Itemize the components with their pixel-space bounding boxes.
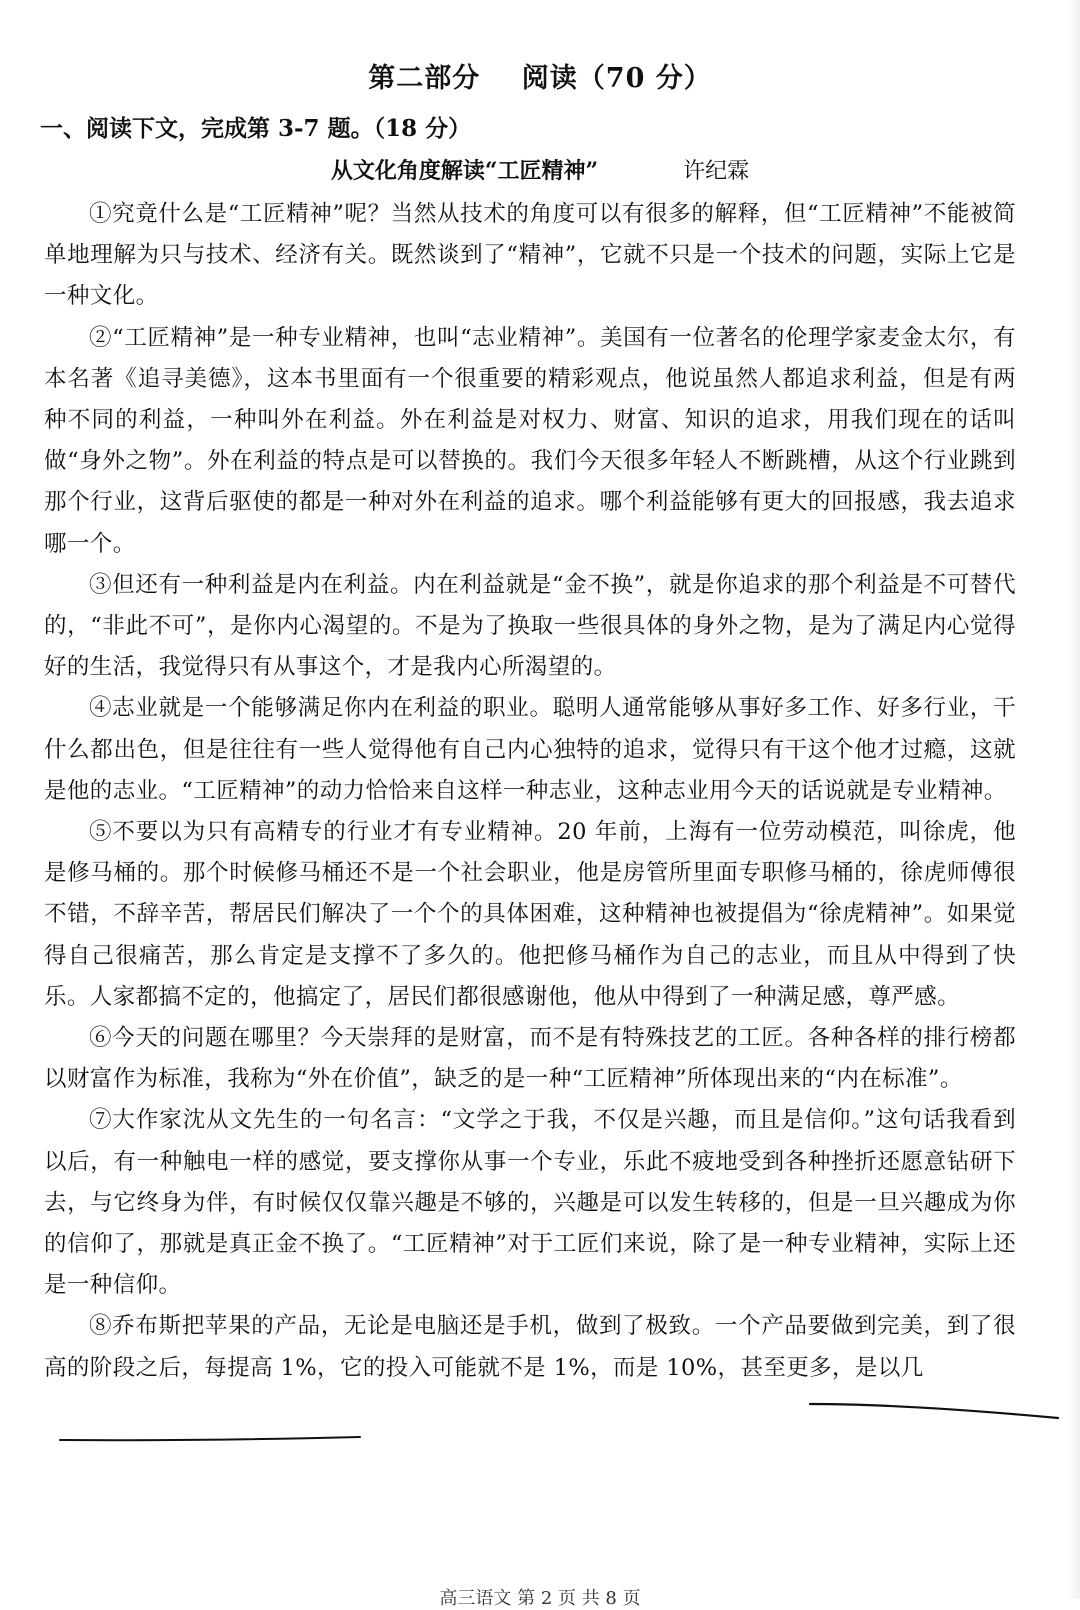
section-heading: 一、阅读下文，完成第 3-7 题。（18 分） <box>40 115 472 142</box>
page-edge-shadow <box>1066 0 1080 1599</box>
article-title-line <box>0 154 1080 185</box>
paragraph-5: ⑤不要以为只有高精专的行业才有专业精神。20 年前，上海有一位劳动模范，叫徐虎，他是修马桶的。那个时候修马桶还不是一个社会职业，他是房管所里面专职修马桶的，徐虎师傅很不错，不辞辛苦，帮居民们解决了一个个的具体困难，这种精神也被提倡为“徐虎精神”。如果觉得自己很痛苦，那么肯定是支撑不了多久的。他把修马桶作为自己的志业，而且从中得到了快乐。人家都搞不定的，他搞定了，居民们都很感谢他，他从中得到了一种满足感，尊严感。 <box>44 819 1016 1010</box>
page-footer: 高三语文 第 2 页 共 8 页 <box>439 1588 641 1609</box>
paragraph-2: ②“工匠精神”是一种专业精神，也叫“志业精神”。美国有一位著名的伦理学家麦金太尔，有本名著《追寻美德》，这本书里面有一个很重要的精彩观点，他说虽然人都追求利益，但是有两种不同的利益，一种叫外在利益。外在利益是对权力、财富、知识的追求，用我们现在的话叫做“身外之物”。外在利益的特点是可以替换的。我们今天很多年轻人不断跳槽，从这个行业跳到那个行业，这背后驱使的都是一种对外在利益的追求。哪个利益能够有更大的回报感，我去追求哪一个。 <box>44 324 1016 557</box>
paragraph-7: ⑦大作家沈从文先生的一句名言：“文学之于我，不仅是兴趣，而且是信仰。”这句话我看到以后，有一种触电一样的感觉，要支撑你从事一个专业，乐此不疲地受到各种挫折还愿意钻研下去，与它终身为伴，有时候仅仅靠兴趣是不够的，兴趣是可以发生转移的，但是一旦兴趣成为你的信仰了，那就是真正金不换了。“工匠精神”对于工匠们来说，除了是一种专业精神，实际上还是一种信仰。 <box>44 1107 1016 1299</box>
paragraph-6: ⑥今天的问题在哪里？今天崇拜的是财富，而不是有特殊技艺的工匠。各种各样的排行榜都以财富作为标准，我称为“外在价值”，缺乏的是一种“工匠精神”所体现出来的“内在标准”。 <box>44 1025 1016 1093</box>
paragraph-8: ⑧乔布斯把苹果的产品，无论是电脑还是手机，做到了极致。一个产品要做到完美，到了很高的阶段之后，每提高 1%，它的投入可能就不是 1%，而是 10%，甚至更多，是以几 <box>44 1313 1016 1381</box>
paragraph-1: ①究竟什么是“工匠精神”呢？当然从技术的角度可以有很多的解释，但“工匠精神”不能被简单地理解为只与技术、经济有关。既然谈到了“精神”，它就不只是一个技术的问题，实际上它是一种文化。 <box>44 201 1016 310</box>
part-title: 第二部分 阅读（70 分） <box>368 63 712 94</box>
paragraph-4: ④志业就是一个能够满足你内在利益的职业。聪明人通常能够从事好多工作、好多行业，干什么都出色，但是往往有一些人觉得他有自己内心独特的追求，觉得只有干这个他才过瘾，这就是他的志业。“工匠精神”的动力恰恰来自这样一种志业，这种志业用今天的话说就是专业精神。 <box>44 695 1016 804</box>
article-body <box>44 194 1016 1389</box>
article-author: 许纪霖 <box>683 159 750 184</box>
paragraph-3: ③但还有一种利益是内在利益。内在利益就是“金不换”，就是你追求的那个利益是不可替代的，“非此不可”，是你内心渴望的。不是为了换取一些很具体的身外之物，是为了满足内心觉得好的生活，我觉得只有从事这个，才是我内心所渴望的。 <box>44 571 1016 681</box>
article-title: 从文化角度解读“工匠精神” <box>330 158 599 184</box>
